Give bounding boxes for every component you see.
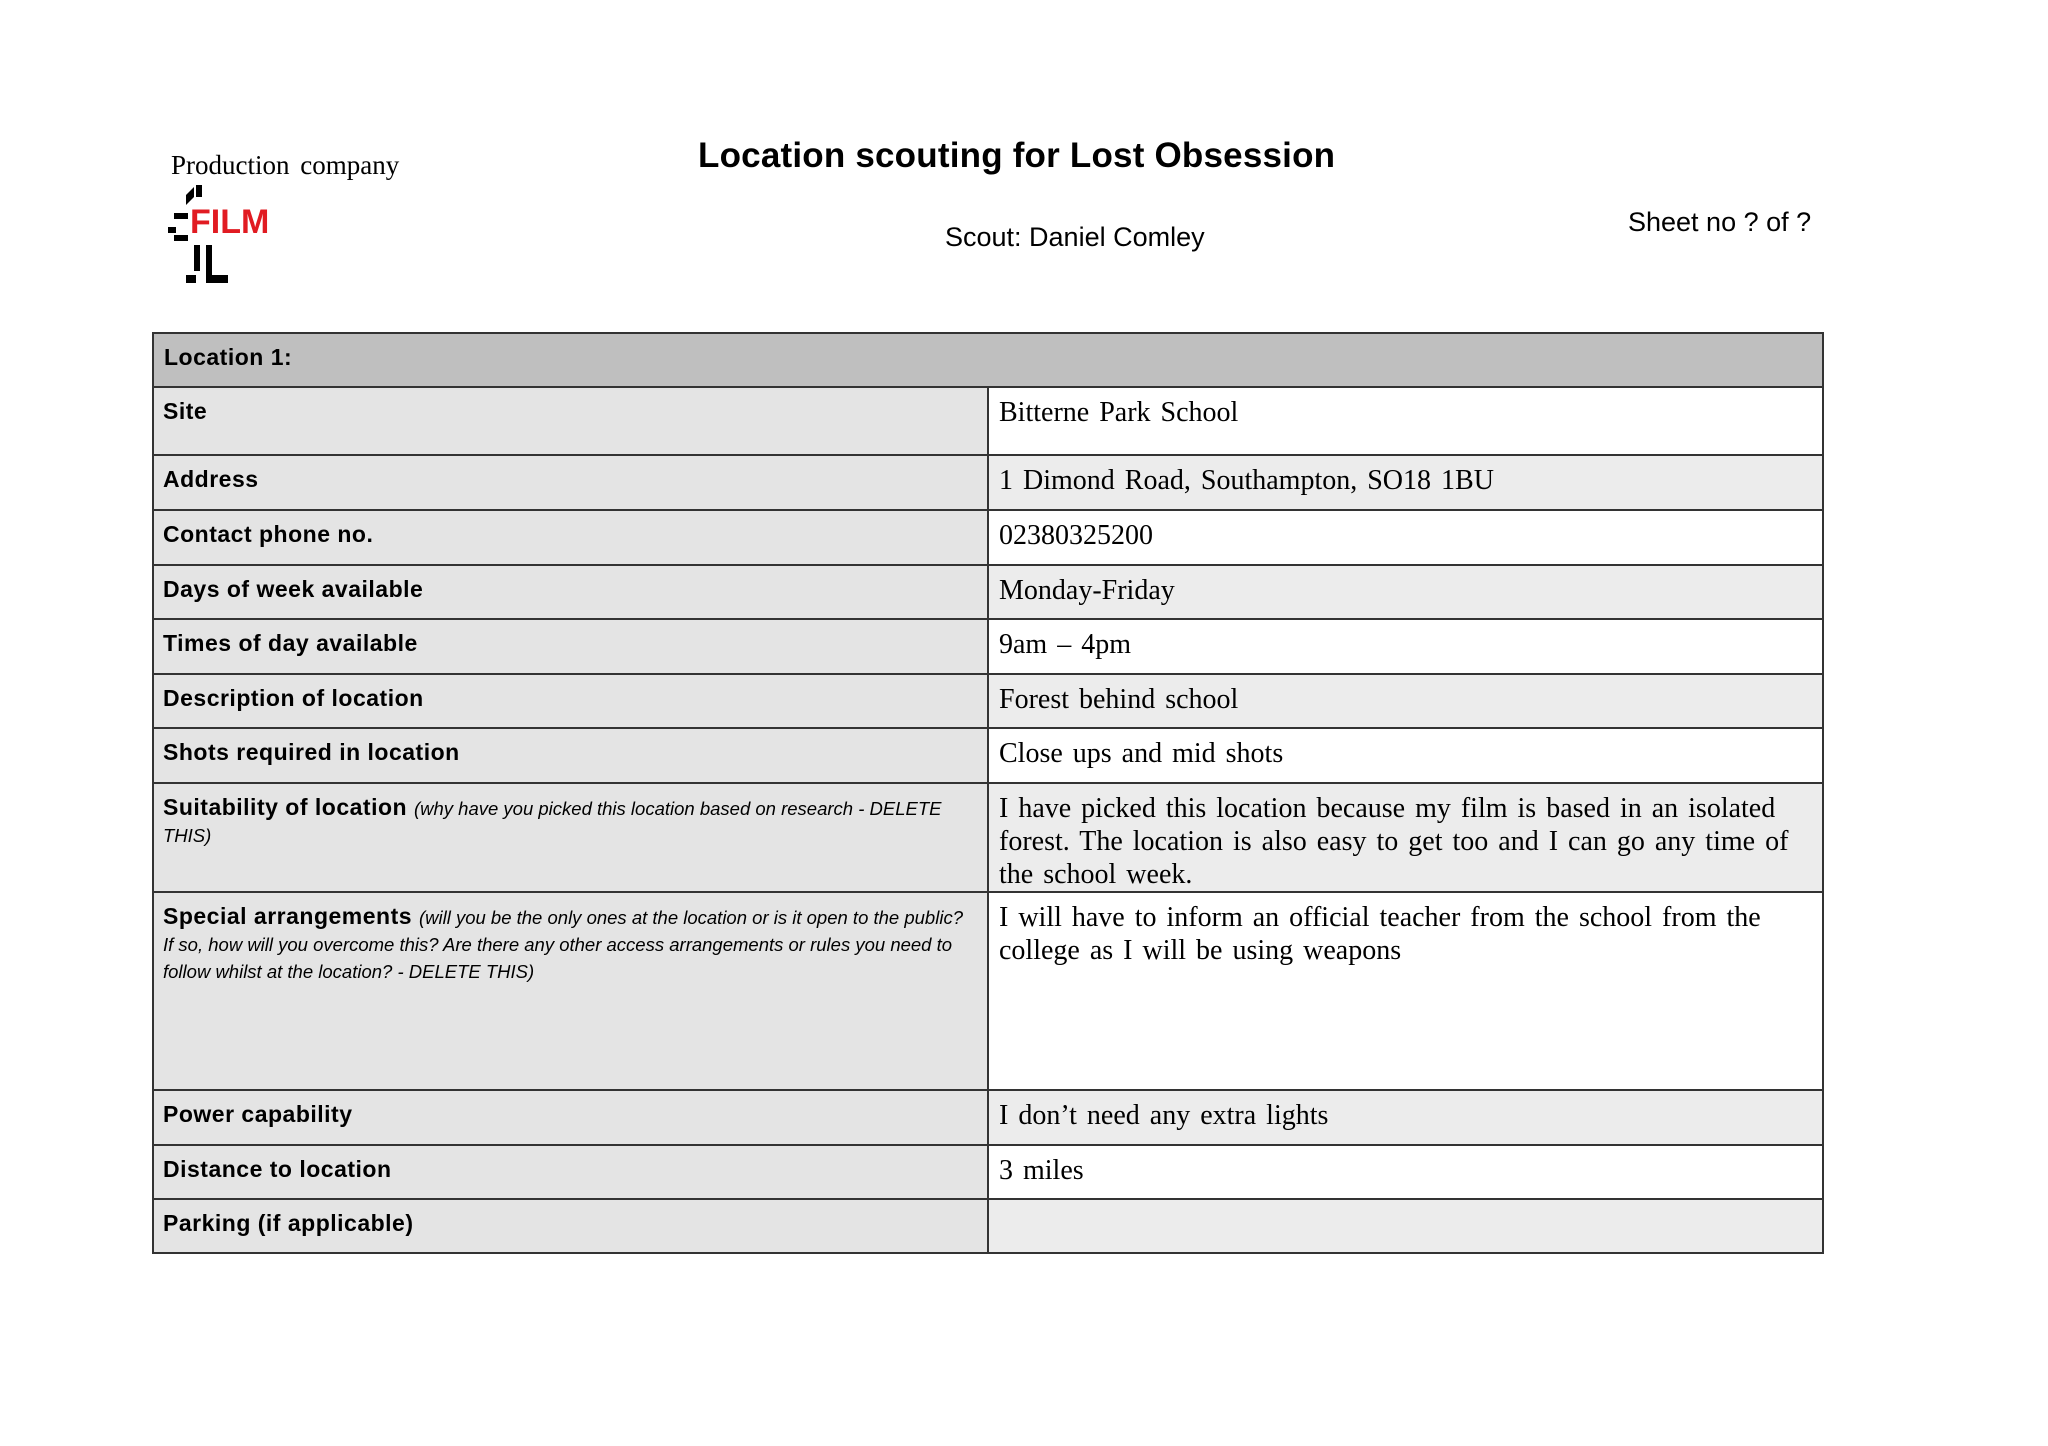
row-value[interactable]: 9am – 4pm [988, 619, 1823, 674]
table-row [153, 455, 1823, 510]
row-value[interactable]: Bitterne Park School [988, 387, 1823, 455]
row-label: Shots required in location [153, 728, 988, 783]
logo-text: FILM [190, 203, 270, 241]
row-value[interactable]: I will have to inform an official teacher from the school from the college as I will be using weapons [988, 892, 1823, 1090]
table-row [153, 510, 1823, 565]
production-company-label: Production company [171, 150, 400, 180]
sheet-number: Sheet no ? of ? [1628, 207, 1812, 237]
table-row [153, 674, 1823, 728]
row-label: Suitability of location (why have you picked this location based on research - DELETE THIS) [153, 783, 988, 892]
table-row [153, 1145, 1823, 1199]
row-label: Special arrangements (will you be the only ones at the location or is it open to the public? If so, how will you overcome this? Are there any other access arrangements or rules you need to follow whilst at the location? - DELETE THIS) [153, 892, 988, 1090]
location-header: Location 1: [153, 333, 1823, 387]
table-row [153, 387, 1823, 455]
location-table [152, 332, 1824, 1254]
row-value[interactable]: 1 Dimond Road, Southampton, SO18 1BU [988, 455, 1823, 510]
row-label: Times of day available [153, 619, 988, 674]
row-label: Description of location [153, 674, 988, 728]
table-row [153, 783, 1823, 892]
film-logo [168, 183, 288, 288]
table-row [153, 565, 1823, 619]
row-value[interactable]: Forest behind school [988, 674, 1823, 728]
row-value[interactable] [988, 1199, 1823, 1253]
table-row [153, 892, 1823, 1090]
row-note: (will you be the only ones at the location or is it open to the public? If so, how will you overcome this? Are there any other access arrangements or rules you need to follow whilst at the location? - DELETE THIS) [163, 907, 963, 982]
row-label: Site [153, 387, 988, 455]
row-value[interactable]: I don’t need any extra lights [988, 1090, 1823, 1145]
document-title: Location scouting for Lost Obsession [698, 136, 1336, 175]
row-label: Distance to location [153, 1145, 988, 1199]
table-row [153, 1199, 1823, 1253]
row-label: Days of week available [153, 565, 988, 619]
table-header-row [153, 333, 1823, 387]
row-value[interactable]: I have picked this location because my film is based in an isolated forest. The location is also easy to get too and I can go any time of the school week. [988, 783, 1823, 892]
scout-name: Scout: Daniel Comley [945, 222, 1205, 252]
row-note: (why have you picked this location based on research - DELETE THIS) [163, 798, 942, 846]
row-value[interactable]: 02380325200 [988, 510, 1823, 565]
table-row [153, 619, 1823, 674]
row-label: Contact phone no. [153, 510, 988, 565]
row-label: Address [153, 455, 988, 510]
table-row [153, 1090, 1823, 1145]
row-value[interactable]: 3 miles [988, 1145, 1823, 1199]
table-row [153, 728, 1823, 783]
row-value[interactable]: Monday-Friday [988, 565, 1823, 619]
row-label: Power capability [153, 1090, 988, 1145]
row-value[interactable]: Close ups and mid shots [988, 728, 1823, 783]
row-label: Parking (if applicable) [153, 1199, 988, 1253]
